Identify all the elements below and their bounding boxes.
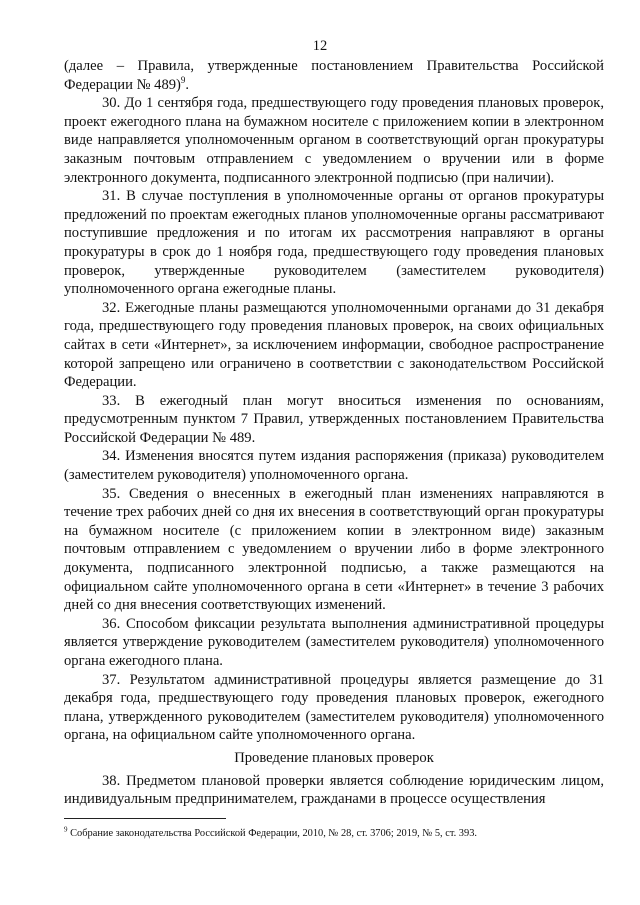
page-number: 12 [312, 38, 328, 54]
footnote-text: Собрание законодательства Российской Федерации, 2010, № 28, ст. 3706; 2019, № 5, ст. 393. [70, 828, 477, 839]
paragraph-34: 34. Изменения вносятся путем издания распоряжения (приказа) руководителем (заместителем руководителя) уполномоченного органа. [64, 448, 604, 484]
paragraph-37: 37. Результатом административной процедуры является размещение до 31 декабря года, предшествующего году проведения плановых проверок, ежегодного плана, утвержденного руководителем (заместителем руководителя) уполномоченного органа, на официальном сайте уполномоченного органа. [64, 671, 604, 744]
paragraph-continuation [64, 57, 604, 94]
paragraph-30: 30. До 1 сентября года, предшествующего году проведения плановых проверок, проект ежегодного плана на бумажном носителе с приложением копии в электронном виде направляется уполномоченным органом в соответствующий орган прокуратуры заказным почтовым отправлением с уведомлением о вручении или в форме электронного документа, подписанного электронной подписью (при наличии). [64, 95, 604, 186]
section-heading: Проведение плановых проверок [234, 749, 434, 766]
paragraph-tail: . [185, 76, 190, 93]
paragraph-text: (далее – Правила, утвержденные постановлением Правительства Российской Федерации № 489) [64, 58, 604, 93]
footnote-ref: 9 [180, 74, 186, 85]
paragraph-36: 36. Способом фиксации результата выполнения административной процедуры является утверждение руководителем (заместителем руководителя) уполномоченного органа ежегодного плана. [64, 615, 604, 669]
paragraph-32: 32. Ежегодные планы размещаются уполномоченными органами до 31 декабря года, предшествующего году проведения плановых проверок, на своих официальных сайтах в сети «Интернет», за исключением информации, свободное распространение которой запрещено или ограничено в соответствии с законодательством Российской Федерации. [64, 299, 604, 391]
document-body [64, 57, 604, 809]
footnote [64, 827, 604, 840]
paragraph-31: 31. В случае поступления в уполномоченные органы от органов прокуратуры предложений по проектам ежегодных планов уполномоченные органы рассматривают поступившие предложения и по итогам их рассмотрения направляют в органы прокуратуры в срок до 1 ноября года, предшествующего году проведения плановых проверок, утвержденные руководителем (заместителем руководителя) уполномоченного органа ежегодные планы. [64, 188, 604, 298]
footnote-marker: 9 [64, 825, 68, 834]
paragraph-38: 38. Предметом плановой проверки является соблюдение юридическим лицом, индивидуальным предпринимателем, гражданами в процессе осуществления [64, 772, 604, 808]
paragraph-35: 35. Сведения о внесенных в ежегодный план изменениях направляются в течение трех рабочих дней со дня их внесения в соответствующий орган прокуратуры на бумажном носителе (с приложением копии в электронном виде) заказным почтовым отправлением с уведомлением о вручении либо в форме электронного документа, подписанного электронной подписью, а также размещаются на официальном сайте уполномоченного органа в сети «Интернет» в течение 3 рабочих дней со дня внесения соответствующих изменений. [64, 485, 604, 614]
footnote-separator [64, 818, 226, 819]
paragraph-33: 33. В ежегодный план могут вноситься изменения по основаниям, предусмотренным пунктом 7 Правил, утвержденных постановлением Правительства Российской Федерации № 489. [64, 392, 604, 446]
